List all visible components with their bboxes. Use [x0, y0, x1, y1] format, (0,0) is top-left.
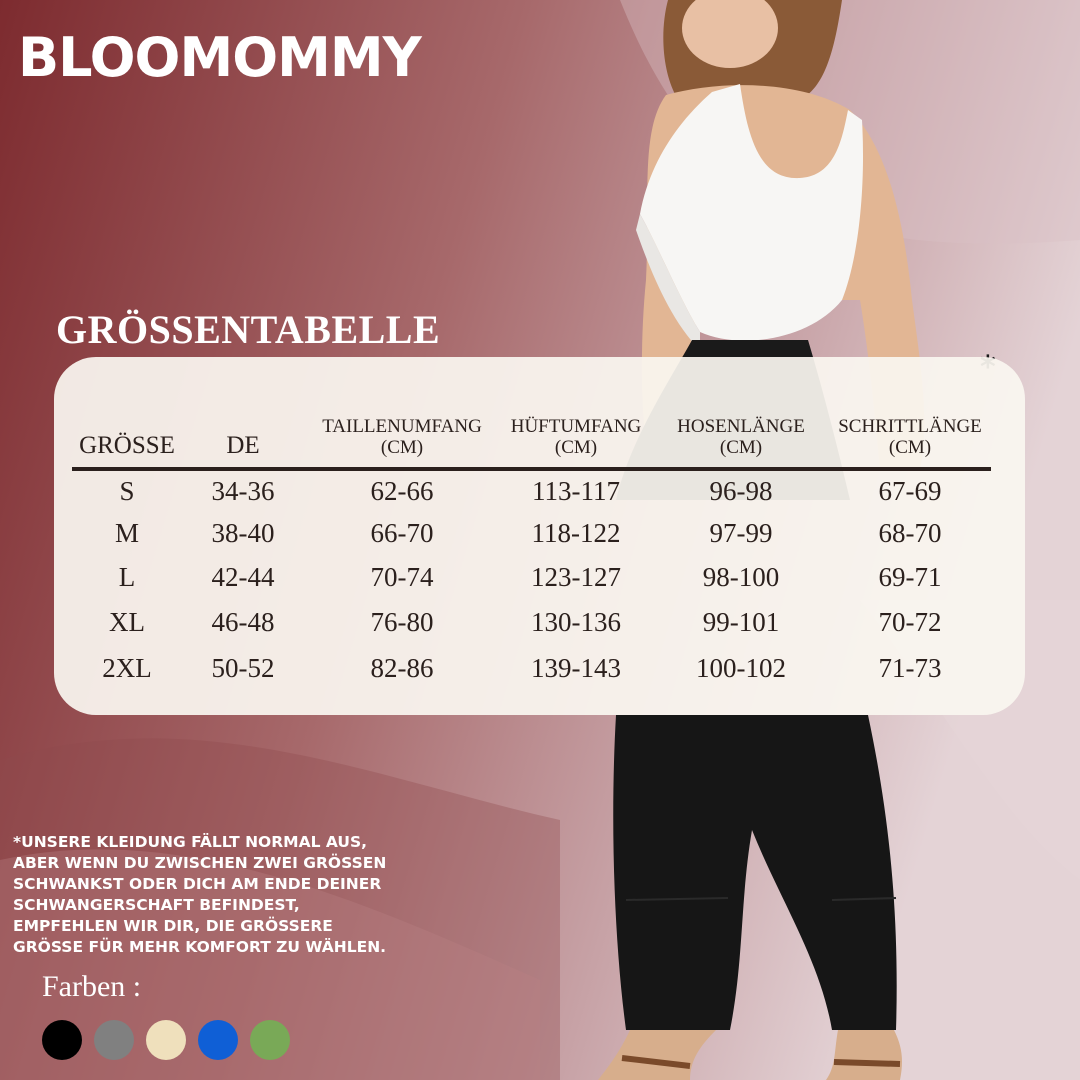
header-de-label: DE	[226, 431, 260, 459]
cell-waist: 70-74	[370, 561, 434, 592]
cell-size: S	[119, 475, 135, 506]
cell-waist: 76-80	[370, 606, 434, 637]
header-pant-length	[652, 417, 830, 459]
color-swatches	[42, 1020, 290, 1060]
cell-pant-length: 99-101	[702, 606, 780, 637]
header-inseam	[830, 417, 990, 459]
header-hip-unit: (CM)	[554, 437, 598, 459]
color-swatch-blue[interactable]	[198, 1020, 238, 1060]
cell-de: 38-40	[211, 517, 275, 548]
cell-hip: 130-136	[531, 606, 621, 637]
header-size	[72, 432, 182, 460]
cell-hip: 113-117	[532, 475, 620, 506]
cell-inseam: 69-71	[878, 561, 942, 592]
header-hip-label: HÜFTUMFANG	[510, 416, 642, 438]
cell-de: 50-52	[211, 652, 275, 683]
cell-hip: 123-127	[531, 561, 621, 592]
cell-de: 42-44	[211, 561, 275, 592]
cell-size: 2XL	[102, 652, 152, 683]
table-row	[72, 469, 991, 513]
cell-hip: 139-143	[531, 652, 621, 683]
header-pant-length-label: HOSENLÄNGE	[677, 416, 805, 438]
cell-waist: 66-70	[370, 517, 434, 548]
colors-label: Farben :	[42, 970, 142, 1003]
color-swatch-gray[interactable]	[94, 1020, 134, 1060]
header-pant-length-unit: (CM)	[719, 437, 763, 459]
table-row	[72, 600, 991, 644]
cell-pant-length: 98-100	[702, 561, 780, 592]
cell-pant-length: 97-99	[709, 517, 773, 548]
header-de	[182, 432, 304, 460]
table-row	[72, 555, 991, 599]
cell-hip: 118-122	[531, 517, 621, 548]
cell-de: 34-36	[211, 475, 275, 506]
header-waist-unit: (CM)	[380, 437, 424, 459]
size-table	[54, 357, 1025, 715]
header-size-label: GRÖSSE	[79, 431, 175, 459]
color-swatch-green[interactable]	[250, 1020, 290, 1060]
table-row	[72, 511, 991, 555]
header-hip	[500, 417, 652, 459]
header-inseam-label: SCHRITTLÄNGE	[838, 416, 982, 438]
cell-inseam: 68-70	[878, 517, 942, 548]
cell-inseam: 70-72	[878, 606, 942, 637]
cell-waist: 62-66	[370, 475, 434, 506]
color-swatch-black[interactable]	[42, 1020, 82, 1060]
cell-pant-length: 96-98	[709, 475, 773, 506]
cell-inseam: 67-69	[878, 475, 942, 506]
cell-size: L	[118, 561, 136, 592]
size-table-title: GRÖSSENTABELLE	[56, 307, 441, 352]
cell-size: XL	[109, 606, 145, 637]
cell-de: 46-48	[211, 606, 275, 637]
cell-inseam: 71-73	[878, 652, 942, 683]
cell-size: M	[114, 517, 139, 548]
header-inseam-unit: (CM)	[888, 437, 932, 459]
header-waist	[304, 417, 500, 459]
table-row	[72, 646, 991, 690]
brand-logo: BLOOMOMMY	[18, 26, 421, 89]
cell-waist: 82-86	[370, 652, 434, 683]
table-header	[72, 397, 991, 471]
header-waist-label: TAILLENUMFANG	[322, 416, 482, 438]
color-swatch-beige[interactable]	[146, 1020, 186, 1060]
fit-note: *UNSERE KLEIDUNG FÄLLT NORMAL AUS, ABER WENN DU ZWISCHEN ZWEI GRÖSSEN SCHWANKST ODER DICH AM ENDE DEINER SCHWANGERSCHAFT BEFINDEST, EMPFEHLEN WIR DIR, DIE GRÖSSERE GRÖSSE FÜR MEHR KOMFORT ZU WÄHLEN.	[13, 833, 387, 956]
cell-pant-length: 100-102	[696, 652, 786, 683]
